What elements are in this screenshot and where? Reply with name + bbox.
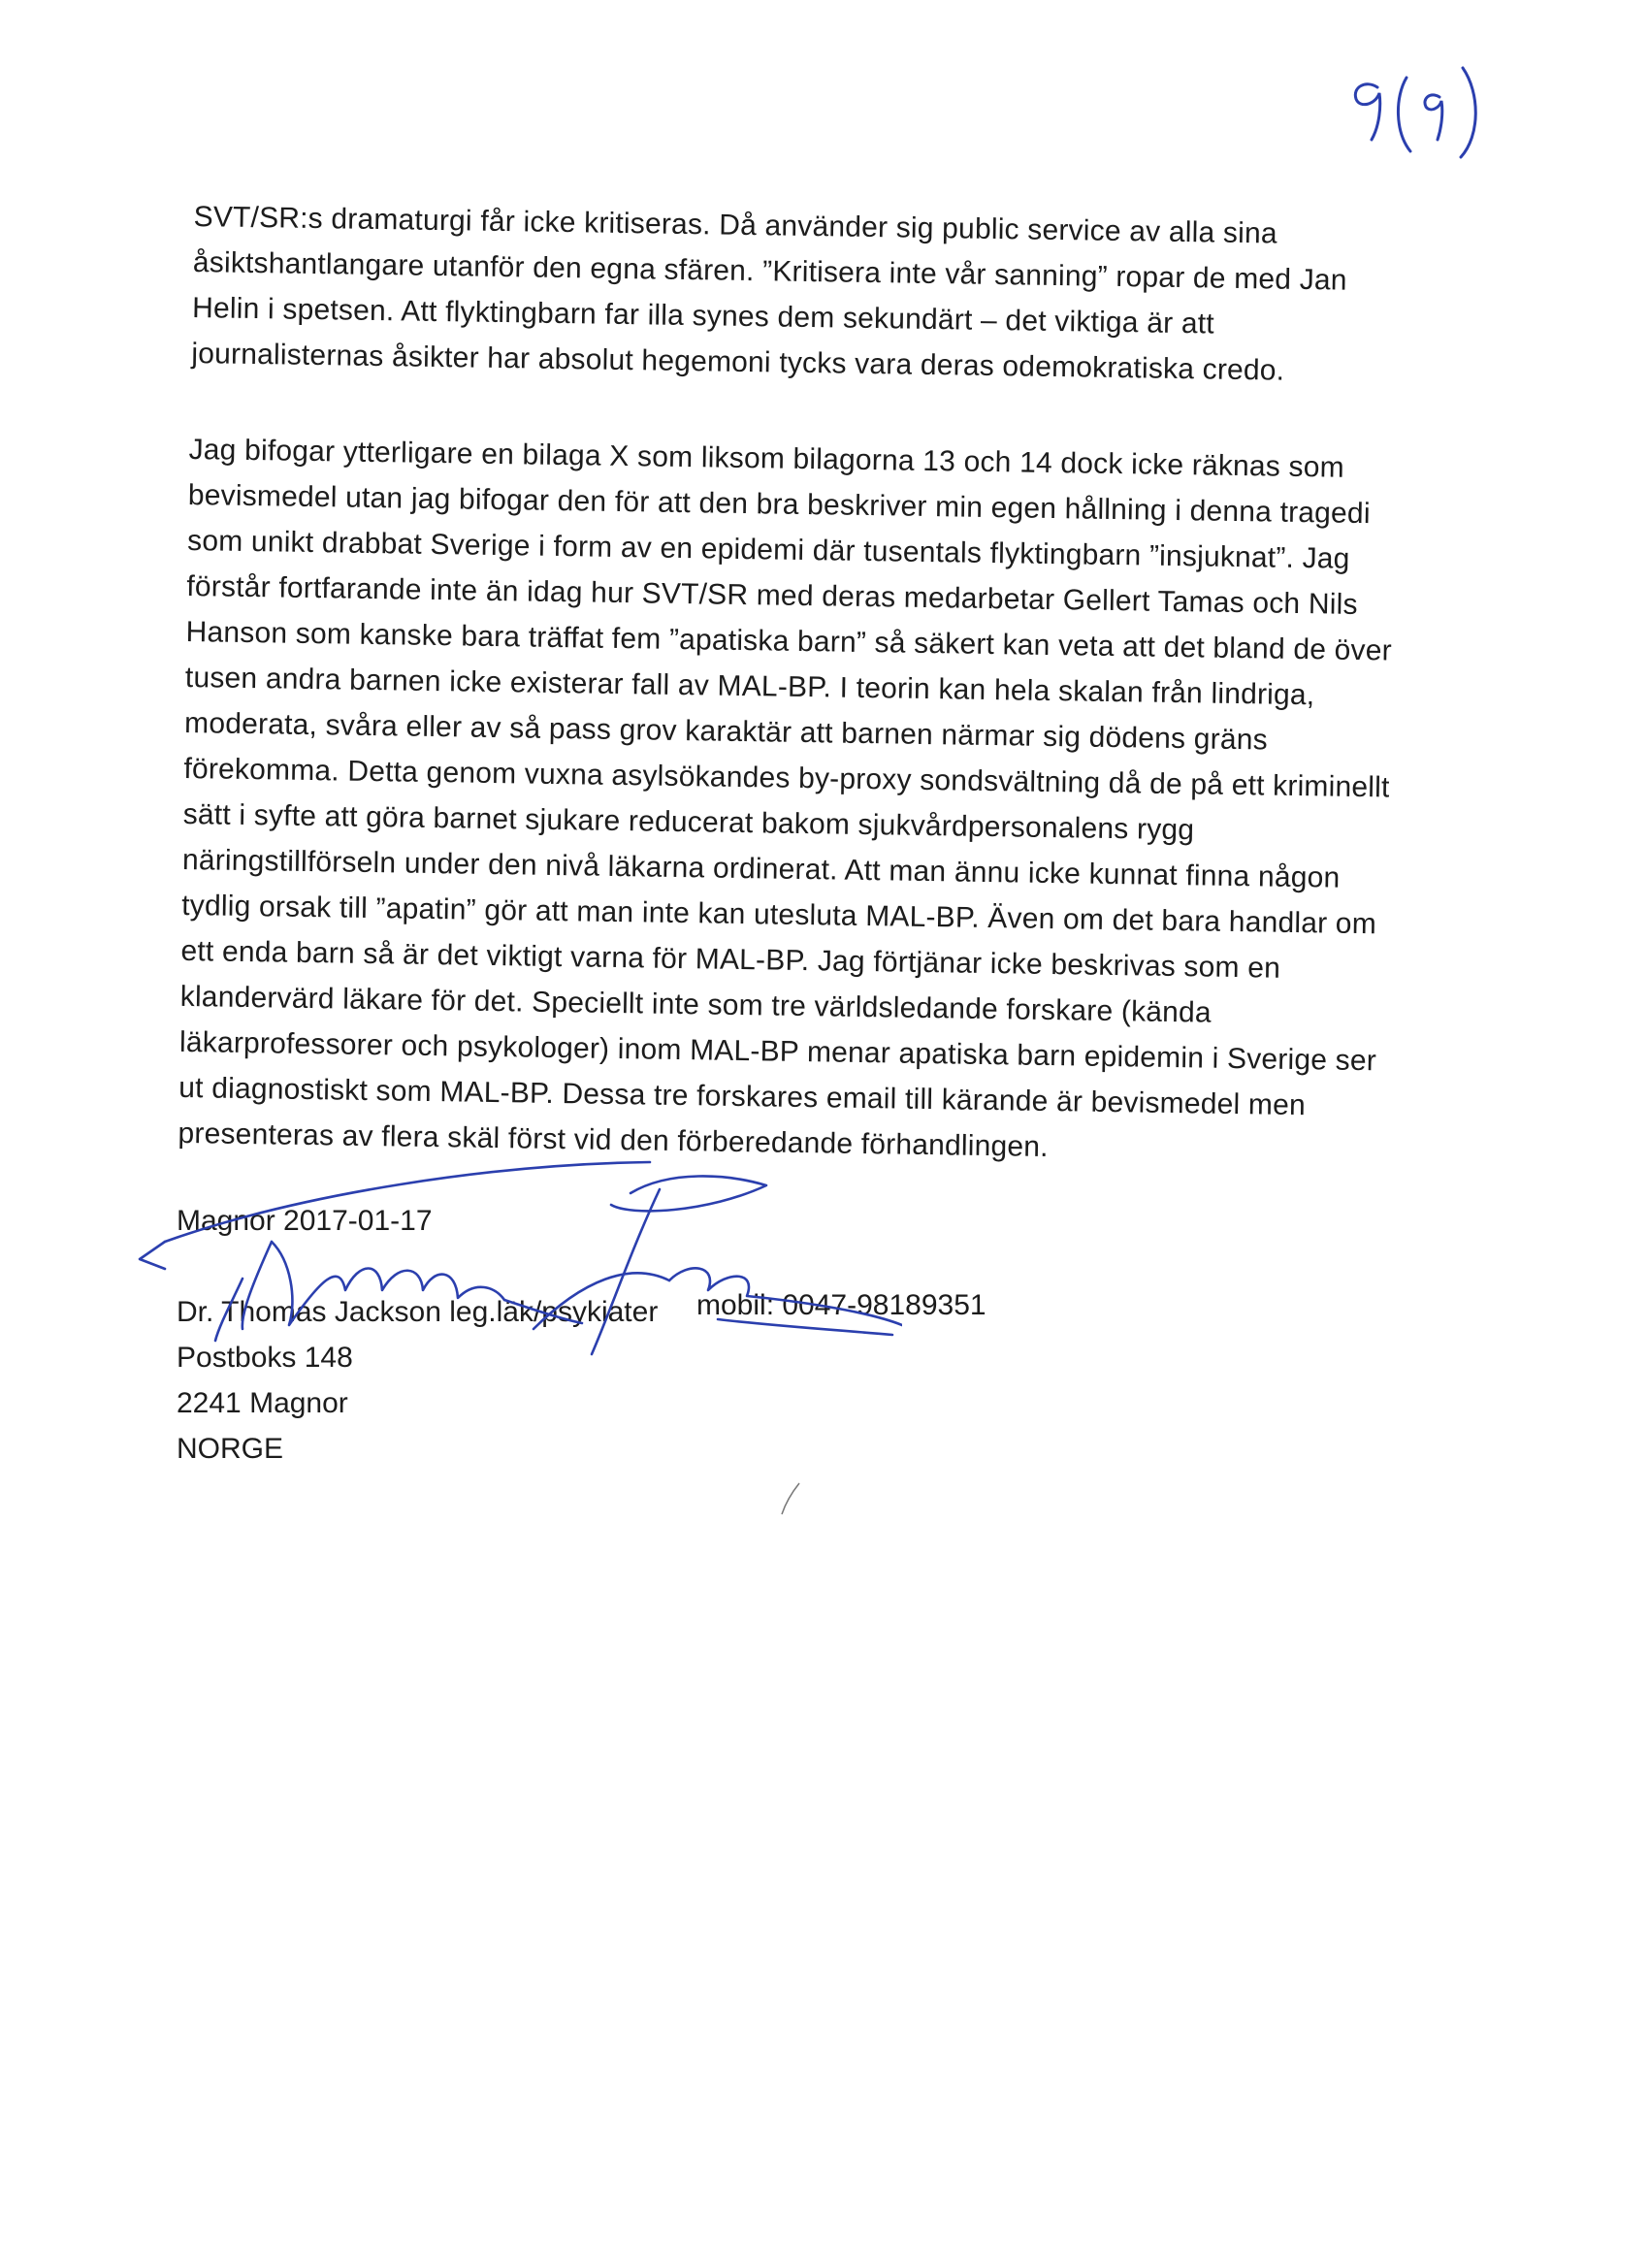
text-line: sätt i syfte att göra barnet sjukare reducerat bakom sjukvårdpersonalens rygg bbox=[182, 797, 1195, 847]
address-line-2: 2241 Magnor bbox=[177, 1387, 348, 1419]
text-line: ut diagnostiskt som MAL-BP. Dessa tre forskares email till kärande är bevismedel men bbox=[178, 1071, 1307, 1122]
text-line: tydlig orsak till ”apatin” gör att man inte kan utesluta MAL-BP. Även om det bara handlar om bbox=[180, 889, 1377, 941]
text-line: klandervärd läkare för det. Speciellt inte som tre världsledande forskare (kända bbox=[179, 980, 1212, 1029]
text-line: Helin i spetsen. Att flyktingbarn far illa synes dem sekundärt – det viktiga är att bbox=[191, 291, 1215, 340]
text-line: moderata, svåra eller av så pass grov karaktär att barnen närmar sig dödens gräns bbox=[183, 706, 1269, 757]
stray-pen-mark bbox=[776, 1479, 805, 1518]
paragraph-1 bbox=[191, 194, 1348, 395]
country: NORGE bbox=[177, 1433, 284, 1465]
text-line: Hanson som kanske bara träffat fem ”apatiska barn” så säkert kan veta att det bland de över bbox=[185, 615, 1393, 667]
address-line-1: Postboks 148 bbox=[177, 1342, 353, 1374]
name-title: Dr. Thomas Jackson leg.läk/psykiater bbox=[177, 1296, 659, 1328]
paragraph-2 bbox=[178, 427, 1395, 1175]
text-line: journalisternas åsikter har absolut hegemoni tycks vara deras odemokratiska credo. bbox=[191, 337, 1285, 387]
text-line: förstår fortfarande inte än idag hur SVT/SR med deras medarbetar Gellert Tamas och Nils bbox=[186, 569, 1358, 621]
text-line: förekomma. Detta genom vuxna asylsökandes by-proxy sondsvältning då de på ett kriminellt bbox=[183, 752, 1390, 804]
handwritten-page-number bbox=[1339, 58, 1504, 165]
text-line: Jag bifogar ytterligare en bilaga X som liksom bilagorna 13 och 14 dock icke räknas som bbox=[188, 433, 1345, 484]
text-line: näringstillförseln under den nivå läkarna ordinerat. Att man ännu icke kunnat finna någon bbox=[181, 843, 1341, 894]
mobile-number: mobil: 0047-98189351 bbox=[696, 1289, 986, 1321]
text-line: SVT/SR:s dramaturgi får icke kritiseras. Då använder sig public service av alla sina bbox=[193, 200, 1277, 250]
handwritten-signature bbox=[126, 1135, 902, 1368]
text-line: som unikt drabbat Sverige i form av en epidemi där tusentals flyktingbarn ”insjuknat”. Jag bbox=[186, 524, 1350, 575]
place-date: Magnor 2017-01-17 bbox=[177, 1205, 433, 1237]
text-line: ett enda barn så är det viktigt varna för MAL-BP. Jag förtjänar icke beskrivas som en bbox=[180, 934, 1281, 985]
text-line: presenteras av flera skäl först vid den förberedande förhandlingen. bbox=[178, 1117, 1049, 1164]
text-line: tusen andra barnen icke existerar fall av MAL-BP. I teorin kan hela skalan från lindriga, bbox=[184, 661, 1315, 712]
text-line: bevismedel utan jag bifogar den för att den bra beskriver min egen hållning i denna tragedi bbox=[187, 478, 1371, 531]
text-line: läkarprofessorer och psykologer) inom MAL-BP menar apatiska barn epidemin i Sverige ser bbox=[178, 1025, 1377, 1078]
text-line: åsiktshantlangare utanför den egna sfären. ”Kritisera inte vår sanning” ropar de med Jan bbox=[192, 245, 1347, 297]
